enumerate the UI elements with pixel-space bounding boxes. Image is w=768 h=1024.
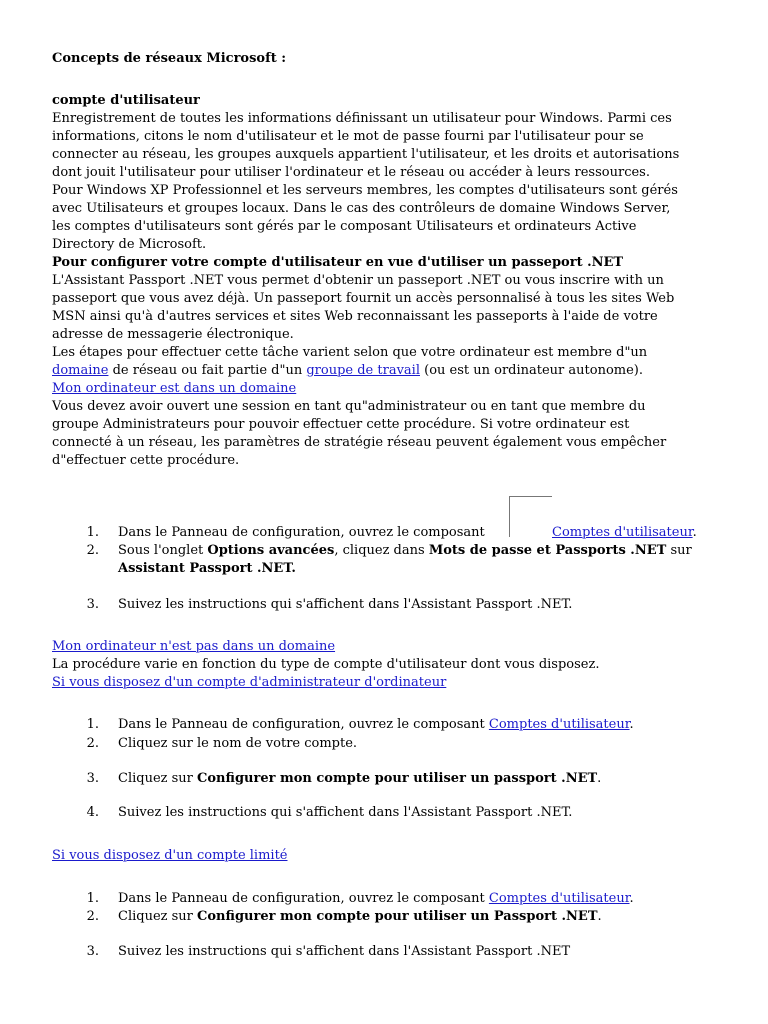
document-title: Concepts de réseaux Microsoft : <box>52 51 287 66</box>
list-number: 4. <box>86 805 99 820</box>
intro-line: avec Utilisateurs et groupes locaux. Dans le cas des contrôleurs de domaine Windows Server, <box>52 201 671 216</box>
list-number: 3. <box>86 944 99 959</box>
list-item-link <box>552 524 697 542</box>
comptes-utilisateur-link[interactable]: Comptes d'utilisateur <box>552 525 693 540</box>
intro-line: les comptes d'utilisateurs sont gérés par le composant Utilisateurs et ordinateurs Active <box>52 219 637 234</box>
comptes-utilisateur-link[interactable]: Comptes d'utilisateur <box>488 891 630 906</box>
list-number: 2. <box>86 909 99 924</box>
passport-heading: Pour configurer votre compte d'utilisateur en vue d'utiliser un passeport .NET <box>52 255 624 270</box>
section-heading: compte d'utilisateur <box>52 93 200 108</box>
list-item <box>118 716 634 734</box>
steps-text: (ou est un ordinateur autonome). <box>419 363 643 378</box>
step-bold: Configurer mon compte pour utiliser un Passport .NET <box>197 909 598 924</box>
step-text: Cliquez sur <box>118 771 198 786</box>
passport-line: passeport que vous avez déjà. Un passeport fournit un accès personnalisé à tous les sites Web <box>52 291 675 306</box>
period: . <box>597 771 602 786</box>
domain-text-line: connecté à un réseau, les paramètres de stratégie réseau peuvent également vous empêcher <box>52 435 667 450</box>
steps-text: de réseau ou fait partie d"un <box>108 363 307 378</box>
step-text: , cliquez dans <box>334 543 429 558</box>
list-item: Suivez les instructions qui s'affichent dans l'Assistant Passport .NET. <box>118 805 573 820</box>
intro-line: informations, citons le nom d'utilisateur et le mot de passe fourni par l'utilisateur pour se <box>52 129 644 144</box>
passport-line: MSN ainsi qu'à d'autres services et sites Web reconnaissant les passeports à l'aide de votre <box>52 309 658 324</box>
comptes-utilisateur-link[interactable]: Comptes d'utilisateur <box>488 717 630 732</box>
passport-line: L'Assistant Passport .NET vous permet d'obtenir un passeport .NET ou vous inscrire with un <box>52 273 664 288</box>
period: . <box>629 891 634 906</box>
list-number: 3. <box>86 597 99 612</box>
broken-image-icon <box>509 496 552 537</box>
list-item: Cliquez sur le nom de votre compte. <box>118 736 358 751</box>
step-bold: Configurer mon compte pour utiliser un passport .NET <box>197 771 598 786</box>
steps-line: Les étapes pour effectuer cette tâche varient selon que votre ordinateur est membre d"un <box>52 345 648 360</box>
passport-line: adresse de messagerie électronique. <box>52 327 294 342</box>
list-number: 2. <box>86 543 99 558</box>
compte-limite-link[interactable]: Si vous disposez d'un compte limité <box>52 848 288 863</box>
period: . <box>692 525 697 540</box>
step-text: Dans le Panneau de configuration, ouvrez le composant <box>118 891 489 906</box>
steps-line <box>52 362 724 380</box>
step-text: Sous l'onglet <box>118 543 208 558</box>
domaine-link[interactable]: domaine <box>52 363 109 378</box>
list-item <box>118 770 601 788</box>
list-item: Suivez les instructions qui s'affichent dans l'Assistant Passport .NET. <box>118 597 573 612</box>
intro-line: dont jouit l'utilisateur pour utiliser l'ordinateur et le réseau ou accéder à leurs ressources. <box>52 165 650 180</box>
list-number: 2. <box>86 736 99 751</box>
step-text: sur <box>666 543 692 558</box>
pas-dans-domaine-link[interactable]: Mon ordinateur n'est pas dans un domaine <box>52 639 336 654</box>
compte-administrateur-link[interactable]: Si vous disposez d'un compte d'administrateur d'ordinateur <box>52 675 447 690</box>
period: . <box>629 717 634 732</box>
list-item <box>118 890 634 908</box>
list-item: Suivez les instructions qui s'affichent dans l'Assistant Passport .NET <box>118 944 571 959</box>
intro-line: Directory de Microsoft. <box>52 237 207 252</box>
domain-text-line: groupe Administrateurs pour pouvoir effectuer cette procédure. Si votre ordinateur est <box>52 417 630 432</box>
list-item <box>118 542 692 560</box>
nodomain-text: La procédure varie en fonction du type de compte d'utilisateur dont vous disposez. <box>52 657 600 672</box>
mon-ordinateur-domaine-link[interactable]: Mon ordinateur est dans un domaine <box>52 381 297 396</box>
list-number: 3. <box>86 771 99 786</box>
list-item <box>118 524 485 542</box>
intro-line: Pour Windows XP Professionnel et les serveurs membres, les comptes d'utilisateurs sont gérés <box>52 183 678 198</box>
intro-paragraph <box>52 110 724 470</box>
list-number: 1. <box>86 717 99 732</box>
intro-line: connecter au réseau, les groupes auxquels appartient l'utilisateur, et les droits et autorisations <box>52 147 680 162</box>
groupe-de-travail-link[interactable]: groupe de travail <box>306 363 420 378</box>
list-item <box>118 908 602 926</box>
step-text: Dans le Panneau de configuration, ouvrez le composant <box>118 717 489 732</box>
list-item-continuation: Assistant Passport .NET. <box>118 561 296 576</box>
period: . <box>597 909 602 924</box>
step-bold: Options avancées <box>207 543 335 558</box>
step-text: Cliquez sur <box>118 909 198 924</box>
step-text: Dans le Panneau de configuration, ouvrez le composant <box>118 525 485 540</box>
list-number: 1. <box>86 891 99 906</box>
step-bold: Mots de passe et Passports .NET <box>428 543 667 558</box>
intro-line: Enregistrement de toutes les informations définissant un utilisateur pour Windows. Parmi ces <box>52 111 672 126</box>
domain-text-line: Vous devez avoir ouvert une session en tant qu"administrateur ou en tant que membre du <box>52 399 646 414</box>
domain-text-line: d"effectuer cette procédure. <box>52 453 240 468</box>
list-number: 1. <box>86 525 99 540</box>
